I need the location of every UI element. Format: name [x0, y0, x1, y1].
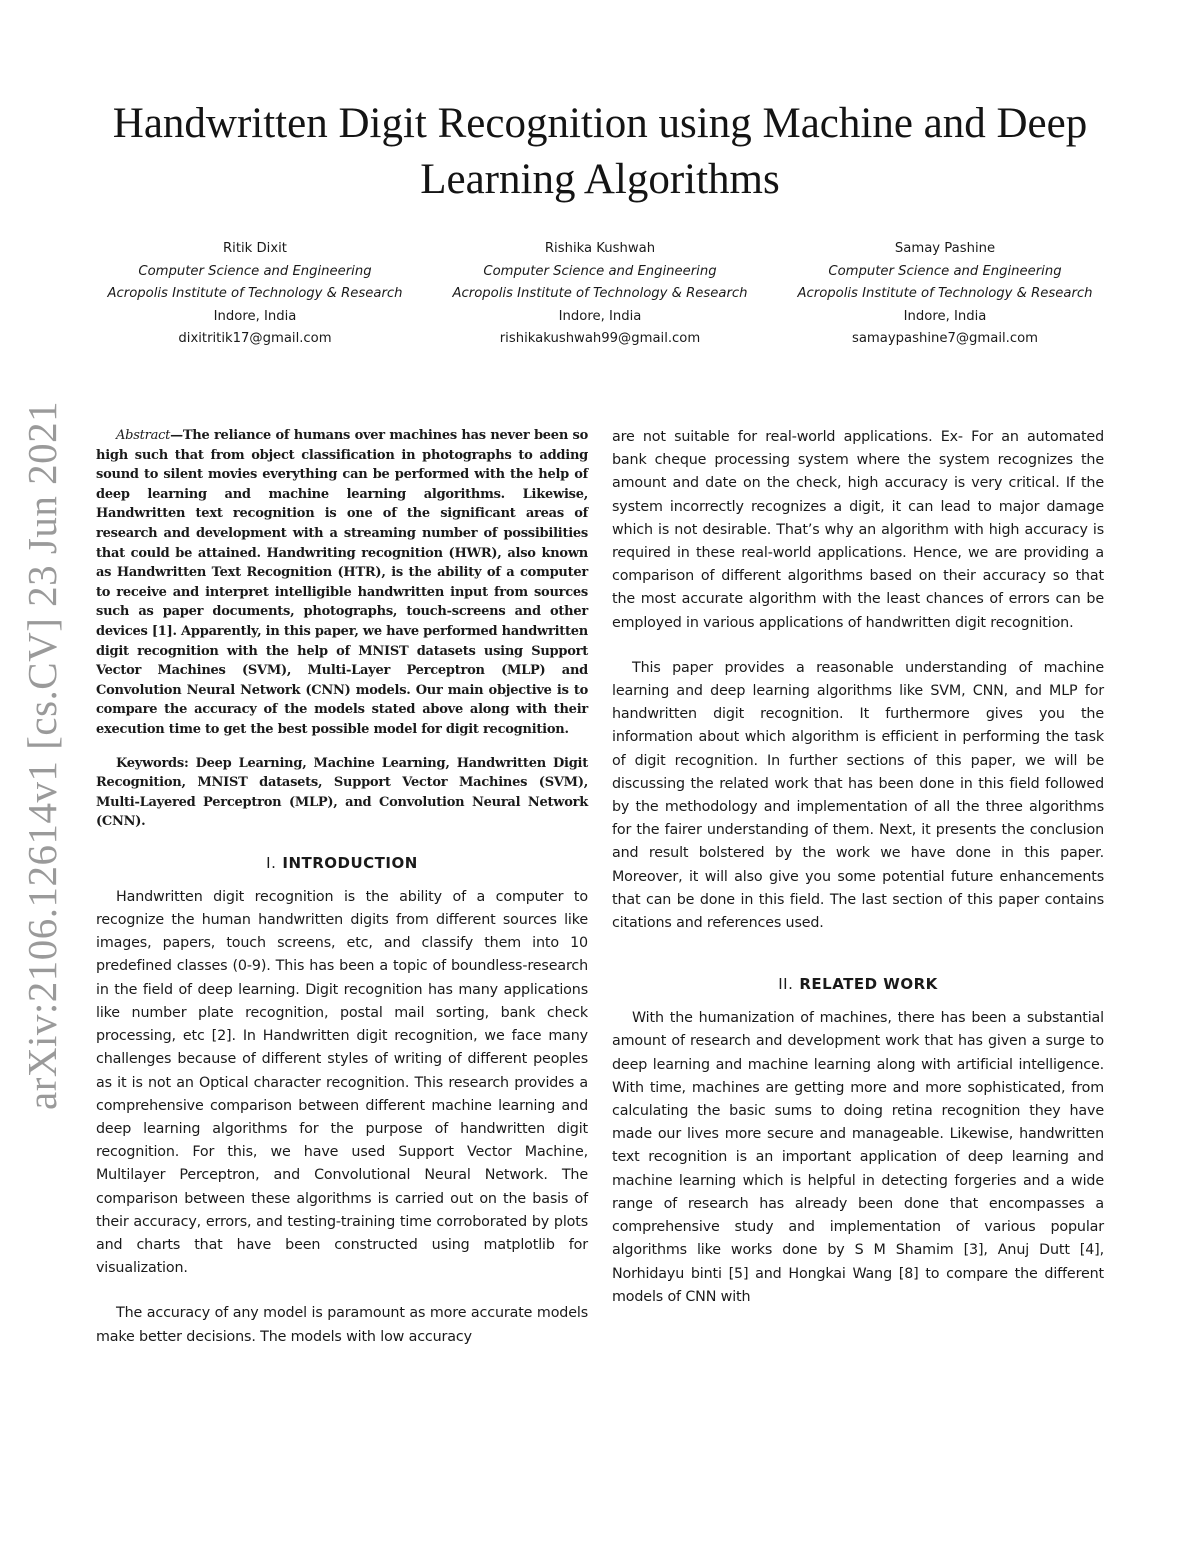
author-email: rishikakushwah99@gmail.com	[499, 331, 701, 346]
author-location: Indore, India	[903, 308, 987, 324]
keywords: Keywords: Deep Learning, Machine Learning, Handwritten Digit Recognition, MNIST datasets, Support Vector Machines (SVM), Multi-Layered Perceptron (MLP), and Convolution Neural Network (CNN).	[96, 755, 588, 830]
author-name: Rishika Kushwah	[544, 241, 656, 256]
author-institution: Acropolis Institute of Technology & Research	[797, 286, 1093, 301]
author-institution: Acropolis Institute of Technology & Research	[452, 286, 748, 301]
section-title: INTRODUCTION	[282, 853, 418, 872]
abstract-text: —The reliance of humans over machines has never been so high such that from object classification in photographs to adding sound to silent movies everything can be performed with the help of deep learning and machine learning algorithms. Likewise, Handwritten text recognition is one of the significant areas of research and development with a streaming number of possibilities that could be attained. Handwriting recognition (HWR), also known as Handwritten Text Recognition (HTR), is the ability of a computer to receive and interpret intelligible handwritten input from sources such as paper documents, photographs, touch-screens and other devices [1]. Apparently, in this paper, we have performed handwritten digit recognition with the help of MNIST datasets using Support Vector Machines (SVM), Multi-Layer Perceptron (MLP) and Convolution Neural Network (CNN) models. Our main objective is to compare the accuracy of the models stated above along with their execution time to get the best possible model for digit recognition.	[96, 428, 588, 737]
section-heading-related-work	[612, 975, 1104, 993]
section-number: I.	[266, 853, 277, 872]
author-institution: Acropolis Institute of Technology & Research	[107, 286, 403, 301]
related-work-paragraph-1: With the humanization of machines, there has been a substantial amount of research and development work that has given a surge to deep learning and machine learning along with artificial intelligence. With time, machines are getting more and more sophisticated, from calculating the basic sums to doing retina recognition they have made our lives more secure and manageable. Likewise, handwritten text recognition is an important application of deep learning and machine learning which is helpful in detecting forgeries and a wide range of research has already been done that encompasses a comprehensive study and implementation of various popular algorithms like works done by S M Shamim [3], Anuj Dutt [4], Norhidayu binti [5] and Hongkai Wang [8] to compare the different models of CNN with	[612, 1010, 1104, 1305]
author-dept: Computer Science and Engineering	[483, 263, 717, 279]
abstract	[96, 426, 588, 740]
author-location: Indore, India	[213, 308, 297, 324]
abstract-label: Abstract	[116, 428, 171, 443]
intro-paragraph-1: Handwritten digit recognition is the ability of a computer to recognize the human handwritten digits from different sources like images, papers, touch screens, etc, and classify them into 10 predefined classes (0-9). This has been a topic of boundless-research in the field of deep learning. Digit recognition has many applications like number plate recognition, postal mail sorting, bank check processing, etc [2]. In Handwritten digit recognition, we face many challenges because of different styles of writing of different peoples as it is not an Optical character recognition. This research provides a comprehensive comparison between different machine learning and deep learning algorithms for the purpose of handwritten digit recognition. For this, we have used Support Vector Machine, Multilayer Perceptron, and Convolutional Neural Network. The comparison between these algorithms is carried out on the basis of their accuracy, errors, and testing-training time corroborated by plots and charts that have been constructed using matplotlib for visualization.	[96, 888, 588, 1277]
section-heading-introduction	[96, 854, 588, 872]
intro-paragraph-2-start: The accuracy of any model is paramount as more accurate models make better decisions. The models with low accuracy	[96, 1305, 588, 1345]
paper-title: Handwritten Digit Recognition using Machine and Deep Learning Algorithms	[112, 100, 1088, 203]
author-dept: Computer Science and Engineering	[828, 263, 1062, 279]
right-column	[612, 426, 1104, 1309]
section-number: II.	[778, 975, 794, 994]
section-title: RELATED WORK	[799, 975, 938, 994]
arxiv-identifier: arXiv:2106.12614v1 [cs.CV] 23 Jun 2021	[19, 400, 65, 1110]
author-email: dixitritik17@gmail.com	[178, 331, 332, 346]
left-column	[96, 426, 588, 1349]
author-3	[785, 238, 1105, 351]
author-name: Ritik Dixit	[223, 241, 287, 256]
intro-paragraph-2-continued: are not suitable for real-world applications. Ex- For an automated bank cheque processing system where the system recognizes the amount and date on the check, high accuracy is very critical. If the system incorrectly recognizes a digit, it can lead to major damage which is not desirable. That’s why an algorithm with high accuracy is required in these real-world applications. Hence, we are providing a comparison of different algorithms based on their accuracy so that the most accurate algorithm with the least chances of errors can be employed in various applications of handwritten digit recognition.	[612, 429, 1104, 631]
author-name: Samay Pashine	[894, 241, 996, 256]
intro-paragraph-3: This paper provides a reasonable understanding of machine learning and deep learning algorithms like SVM, CNN, and MLP for handwritten digit recognition. It furthermore gives you the information about which algorithm is efficient in performing the task of digit recognition. In further sections of this paper, we will be discussing the related work that has been done in this field followed by the methodology and implementation of all the three algorithms for the fairer understanding of them. Next, it presents the conclusion and result bolstered by the work we have done in this paper. Moreover, it will also give you some potential future enhancements that can be done in this field. The last section of this paper contains citations and references used.	[612, 659, 1104, 932]
author-dept: Computer Science and Engineering	[138, 263, 372, 279]
author-location: Indore, India	[558, 308, 642, 324]
author-email: samaypashine7@gmail.com	[851, 331, 1039, 346]
author-block	[95, 238, 1105, 351]
author-1	[95, 238, 415, 351]
author-2	[440, 238, 760, 351]
